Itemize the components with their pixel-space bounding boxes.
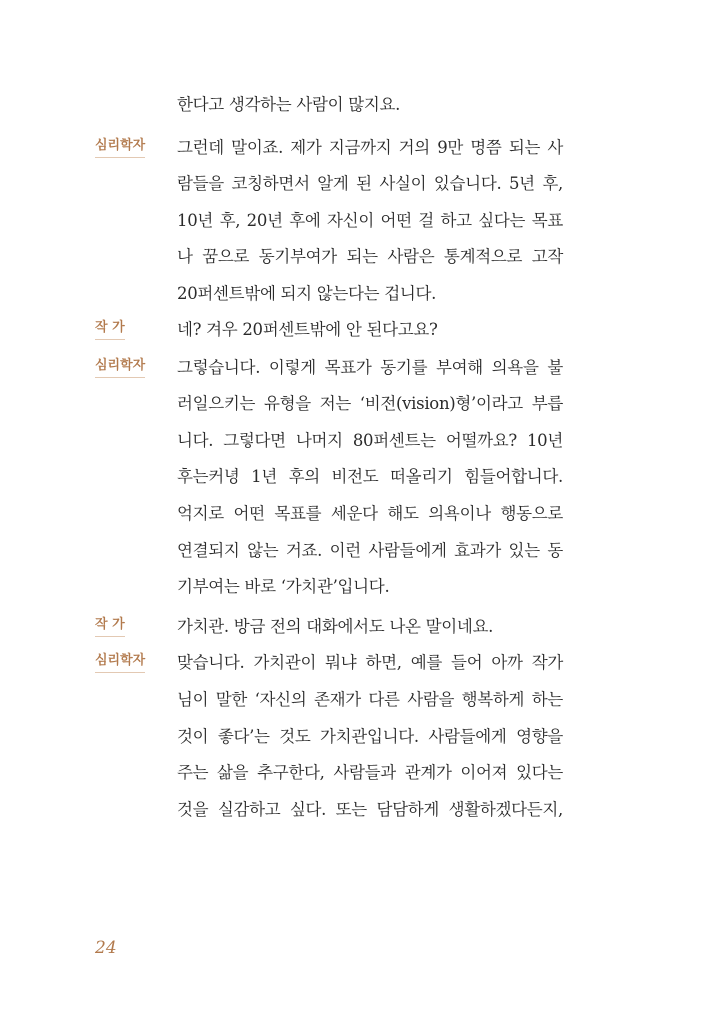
text-line: 람들을 코칭하면서 알게 된 사실이 있습니다. 5년 후, [177,174,563,193]
speaker-label: 작 가 [95,319,125,340]
text-line: 한다고 생각하는 사람이 많지요. [177,95,401,114]
text-line: 억지로 어떤 목표를 세운다 해도 의욕이나 행동으로 [177,504,563,523]
page-number: 24 [95,938,117,958]
text-line: 주는 삶을 추구한다, 사람들과 관계가 이어져 있다는 [177,763,563,782]
text-line: 20퍼센트밖에 되지 않는다는 겁니다. [177,284,437,303]
text-line: 것을 실감하고 싶다. 또는 담담하게 생활하겠다든지, [177,800,563,819]
text-line: 것이 좋다’는 것도 가치관입니다. 사람들에게 영향을 [177,727,563,746]
text-line: 니다. 그렇다면 나머지 80퍼센트는 어떨까요? 10년 [177,431,563,450]
speaker-label: 심리학자 [95,652,145,673]
text-line: 그렇습니다. 이렇게 목표가 동기를 부여해 의욕을 불 [177,358,563,377]
text-line: 맞습니다. 가치관이 뭐냐 하면, 예를 들어 아까 작가 [177,653,563,672]
speaker-label: 작 가 [95,616,125,637]
text-line: 나 꿈으로 동기부여가 되는 사람은 통계적으로 고작 [177,247,563,266]
speaker-label: 심리학자 [95,137,145,158]
text-line: 님이 말한 ‘자신의 존재가 다른 사람을 행복하게 하는 [177,690,563,709]
text-line: 연결되지 않는 거죠. 이런 사람들에게 효과가 있는 동 [177,541,563,560]
text-line: 그런데 말이죠. 제가 지금까지 거의 9만 명쯤 되는 사 [177,138,563,157]
text-line: 네? 겨우 20퍼센트밖에 안 된다고요? [177,320,438,339]
text-line: 기부여는 바로 ‘가치관’입니다. [177,577,390,596]
text-line: 가치관. 방금 전의 대화에서도 나온 말이네요. [177,617,494,636]
text-line: 러일으키는 유형을 저는 ‘비전(vision)형’이라고 부릅 [177,394,563,413]
text-line: 10년 후, 20년 후에 자신이 어떤 걸 하고 싶다는 목표 [177,211,563,230]
text-line: 후는커녕 1년 후의 비전도 떠올리기 힘들어합니다. [177,467,563,486]
speaker-label: 심리학자 [95,357,145,378]
